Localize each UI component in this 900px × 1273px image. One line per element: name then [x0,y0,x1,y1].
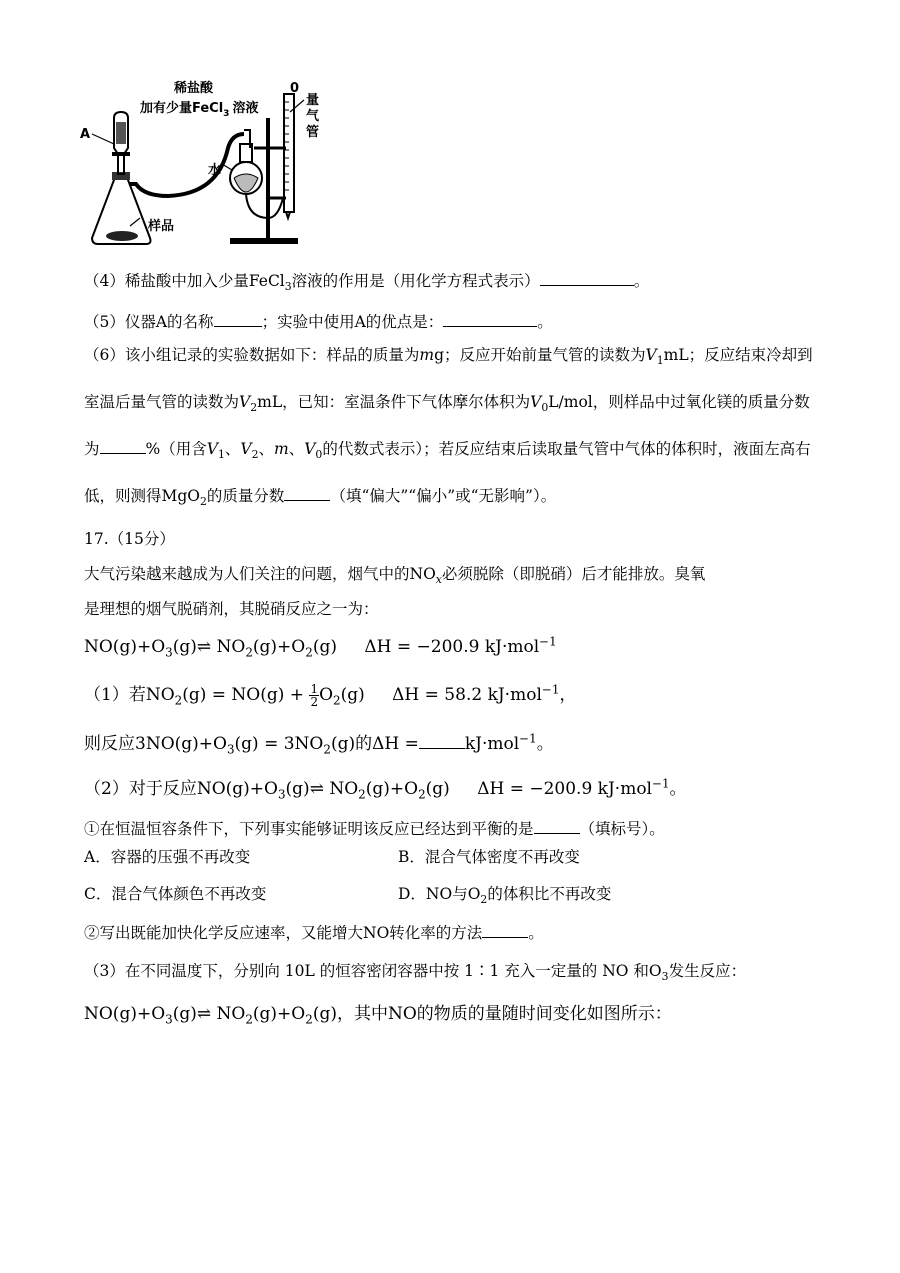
question-6-line-4: 低，则测得MgO$_2$的质量分数 （填“偏大”“偏小”或“无影响”）。 [84,487,557,509]
question-17-3: （3）在不同温度下，分别向 10L 的恒容密闭容器中按 1∶1 充入一定量的 NO 和$O_3$发生反应： [84,962,747,984]
option-A[interactable]: A．容器的压强不再改变 [84,848,251,866]
label-acid: 稀盐酸 [174,81,214,96]
question-6-line-3: 为 %（用含$V_1$、$V_2$、m、$V_0$的代数式表示）；若反应结束后读取量气管中气体的体积时，液面左高右 [84,440,811,462]
apparatus-diagram [78,78,378,250]
answer-blank[interactable] [534,819,580,834]
question-17-3-equation: $NO(g)+O_3(g)\rightleftharpoons$ $NO_2(g)+O_2(g)$，其中NO的物质的量随时间变化如图所示： [84,1004,672,1027]
label-zero: 0 [290,81,300,96]
label-tube-3: 管 [306,125,320,140]
question-17-1: （1）若$NO_2(g) = NO(g)$ + $\frac{1}{2}$ $O_2(g) \Delta H = 58.2$ kJ·mol$^{-1}$， [84,682,577,709]
label-tube-1: 量 [306,93,320,108]
equation-1: $NO(g)+O_3(g)\rightleftharpoons$ $NO_2(g)+O_2(g) \Delta H = -200.9$ kJ·mol$^{-1}$ [84,634,557,660]
option-C[interactable]: C．混合气体颜色不再改变 [84,885,267,903]
question-17-2-part-1: ①在恒温恒容条件下，下列事实能够证明该反应已经达到平衡的是 （填标号）。 [84,820,665,838]
option-D[interactable]: D．NO与$O_2$的体积比不再改变 [398,885,612,907]
question-6-line-1: （6）该小组记录的实验数据如下：样品的质量为mg；反应开始前量气管的读数为$V_1mL$；反应结束冷却到 [84,346,813,368]
answer-blank[interactable] [100,439,146,454]
label-water: 水 [208,163,222,178]
question-17-2: （2）对于反应$NO(g)+O_3(g)\rightleftharpoons$ $NO_2(g)+O_2(g) \Delta H = -200.9$ kJ·mol$^{-1}$。 [84,776,687,802]
answer-blank[interactable] [214,312,262,327]
label-fecl3: 加有少量FeCl [140,101,224,116]
question-6-line-2: 室温后量气管的读数为$V_2mL$，已知：室温条件下气体摩尔体积为$V_0L$/mol，则样品中过氧化镁的质量分数 [84,393,810,415]
question-17-title: 17.（15分） [84,530,175,548]
answer-blank[interactable] [284,486,330,501]
answer-blank[interactable] [443,312,537,327]
question-17-intro-2: 是理想的烟气脱硝剂，其脱硝反应之一为： [84,600,379,618]
svg-text:加有少量FeCl3溶液: 加有少量FeCl$_3$ 溶液 [140,101,259,119]
label-tube-2: 气 [306,109,320,124]
label-A: A [80,127,91,142]
fraction: $\frac{1}{2}$ [310,682,319,709]
answer-blank[interactable] [482,923,528,938]
question-17-1-b: 则反应$3NO(g)+O_3(g) = 3NO_2(g)$的ΔH = kJ·mol$^{-1}$。 [84,731,554,757]
label-sample: 样品 [148,219,175,234]
question-17-2-part-2: ②写出既能加快化学反应速率，又能增大NO转化率的方法 。 [84,924,544,942]
question-17-intro-1: 大气污染越来越成为人们关注的问题，烟气中的$NO_x$必须脱除（即脱硝）后才能排放。臭氧 [84,565,706,587]
question-4: （4）稀盐酸中加入少量FeCl$_3$溶液的作用是（用化学方程式表示） 。 [84,272,650,294]
answer-blank[interactable] [540,271,634,286]
question-5: （5）仪器A的名称 ；实验中使用A的优点是： 。 [84,313,553,331]
answer-blank[interactable] [419,734,465,749]
apparatus-drawing [78,78,378,250]
option-B[interactable]: B．混合气体密度不再改变 [398,848,580,866]
